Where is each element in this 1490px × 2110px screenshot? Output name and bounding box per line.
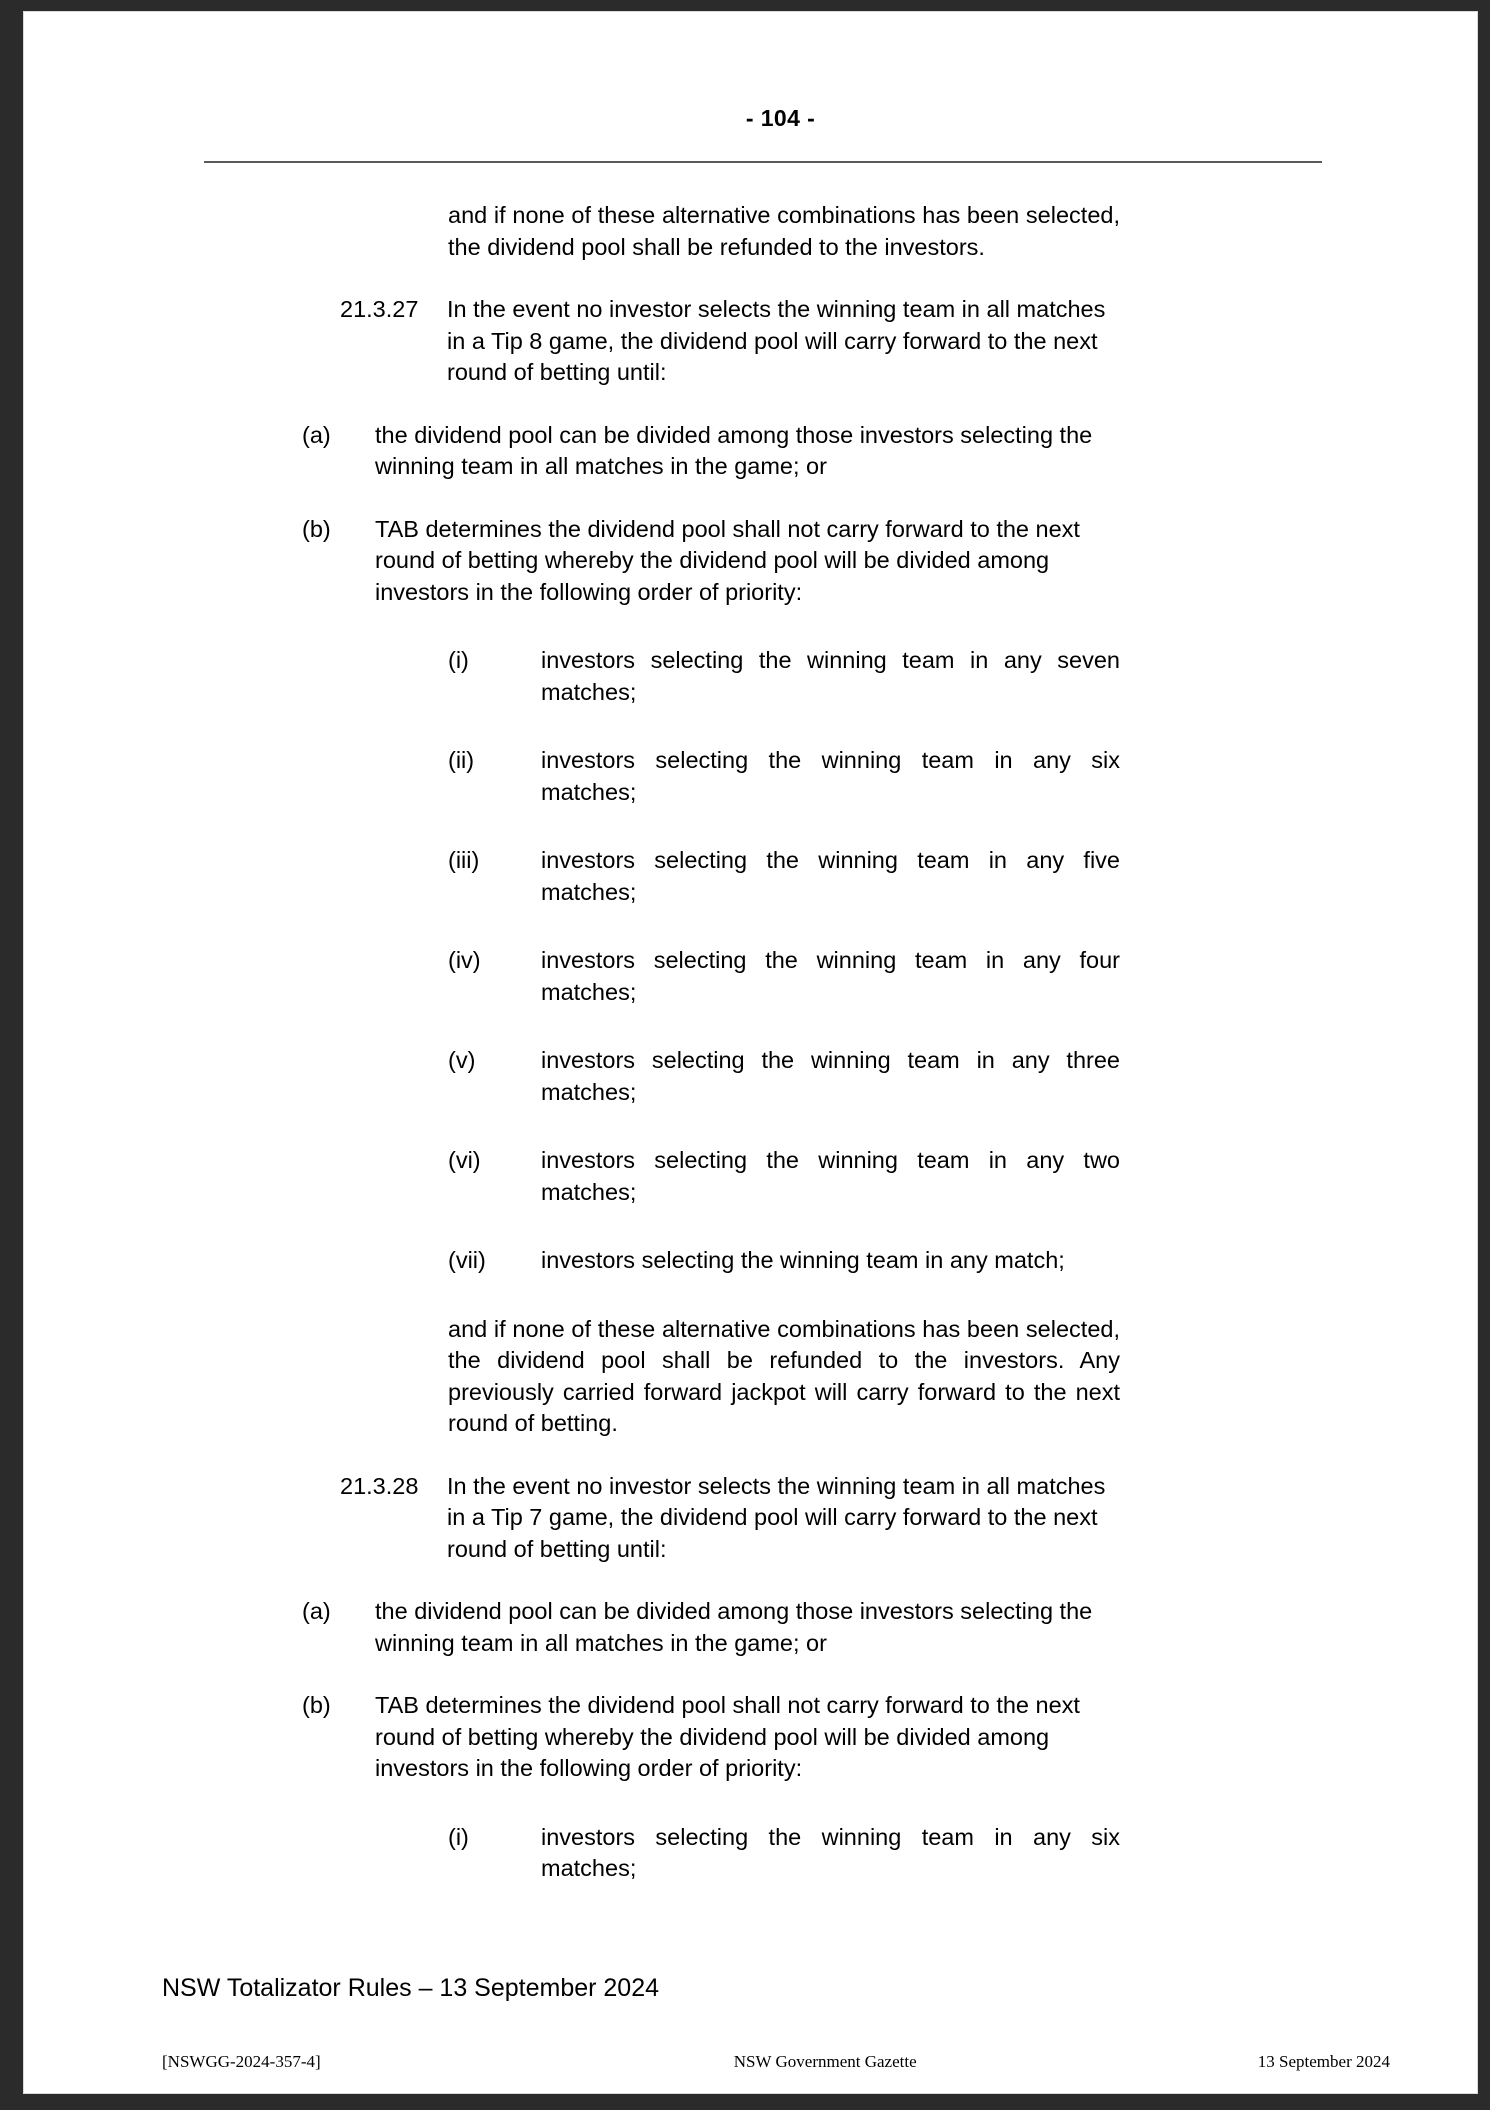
- roman-item: [448, 1045, 1120, 1108]
- roman-item: [448, 845, 1120, 908]
- gazette-date: 13 September 2024: [1257, 2052, 1390, 2071]
- item-marker: (vi): [448, 1147, 481, 1173]
- item-marker: (i): [448, 647, 469, 673]
- item-marker: (a): [302, 421, 331, 448]
- roman-item: [448, 1145, 1120, 1208]
- item-text: investors selecting the winning team in any seven matches;: [541, 647, 1120, 705]
- spacer: [142, 608, 1419, 645]
- clause-21-3-28-item-b: [302, 1690, 1120, 1785]
- gazette-publication: NSW Government Gazette: [733, 2052, 917, 2071]
- roman-item: [448, 945, 1120, 1008]
- spacer: [142, 163, 1419, 200]
- item-marker: (iv): [448, 947, 481, 973]
- roman-item: [448, 645, 1120, 708]
- document-body: [142, 163, 1419, 1885]
- clause-21-3-27-item-b: [302, 514, 1120, 609]
- document-page: [24, 12, 1477, 2093]
- item-marker: (v): [448, 1047, 476, 1073]
- spacer: [142, 1440, 1419, 1471]
- clause-text: In the event no investor selects the winning team in all matches in a Tip 7 game, the dividend pool will carry forward to the next round of betting until:: [447, 1472, 1106, 1562]
- item-text: investors selecting the winning team in any match;: [541, 1247, 1065, 1273]
- spacer: [142, 808, 1419, 845]
- gazette-footer: [162, 2052, 1392, 2072]
- clause-text: In the event no investor selects the winning team in all matches in a Tip 8 game, the dividend pool will carry forward to the next round of betting until:: [447, 296, 1106, 385]
- spacer: [142, 1208, 1419, 1245]
- clause-number: 21.3.28: [340, 1472, 419, 1499]
- spacer: [142, 1008, 1419, 1045]
- spacer: [142, 708, 1419, 745]
- document-footer-title: NSW Totalizator Rules – 13 September 2024: [162, 1974, 660, 2002]
- item-marker: (iii): [448, 847, 480, 873]
- item-marker: (vii): [448, 1247, 486, 1273]
- item-marker: (b): [302, 1692, 331, 1718]
- item-text: investors selecting the winning team in any four matches;: [541, 947, 1120, 1005]
- item-marker: (i): [448, 1823, 469, 1850]
- clause-21-3-28-item-a: [302, 1596, 1120, 1659]
- clause-number: 21.3.27: [340, 296, 419, 322]
- spacer: [142, 389, 1419, 420]
- item-text: the dividend pool can be divided among those investors selecting the winning team in all matches in the game; or: [375, 1598, 1093, 1656]
- spacer: [142, 1785, 1419, 1822]
- gazette-reference: [NSWGG-2024-357-4]: [162, 2052, 321, 2071]
- clause-21-3-27-item-a: [302, 420, 1120, 483]
- spacer: [142, 483, 1419, 514]
- item-text: investors selecting the winning team in any six matches;: [541, 1823, 1120, 1881]
- item-text: TAB determines the dividend pool shall not carry forward to the next round of betting whereby the dividend pool will be divided among investors in the following order of priority:: [375, 515, 1080, 605]
- item-text: TAB determines the dividend pool shall not carry forward to the next round of betting whereby the dividend pool will be divided among investors in the following order of priority:: [375, 1692, 1080, 1781]
- spacer: [142, 1565, 1419, 1596]
- page-number: - 104 -: [745, 105, 816, 131]
- item-marker: (b): [302, 515, 331, 542]
- item-marker: (a): [302, 1598, 331, 1624]
- item-text: investors selecting the winning team in any two matches;: [541, 1147, 1120, 1205]
- item-text: investors selecting the winning team in any five matches;: [541, 847, 1120, 905]
- spacer: [142, 1108, 1419, 1145]
- clause-21-3-27-closing-paragraph: and if none of these alternative combinations has been selected, the dividend pool shall be refunded to the investors. Any previously carried forward jackpot will carry forward to the next round of betting.: [448, 1315, 1120, 1436]
- roman-item: [448, 1245, 1120, 1277]
- clause-21-3-28: [340, 1471, 1120, 1566]
- item-text: investors selecting the winning team in any six matches;: [541, 747, 1120, 805]
- spacer: [142, 1659, 1419, 1690]
- item-text: the dividend pool can be divided among those investors selecting the winning team in all matches in the game; or: [375, 421, 1093, 479]
- page-content-area: [24, 12, 1477, 2093]
- spacer: [142, 263, 1419, 294]
- item-marker: (ii): [448, 747, 475, 773]
- roman-item: [448, 1822, 1120, 1885]
- item-text: investors selecting the winning team in any three matches;: [541, 1047, 1120, 1105]
- roman-item: [448, 745, 1120, 808]
- intro-paragraph: and if none of these alternative combinations has been selected, the dividend pool shall be refunded to the investors.: [448, 202, 1120, 260]
- spacer: [142, 908, 1419, 945]
- clause-21-3-27: [340, 294, 1120, 389]
- spacer: [142, 1277, 1419, 1314]
